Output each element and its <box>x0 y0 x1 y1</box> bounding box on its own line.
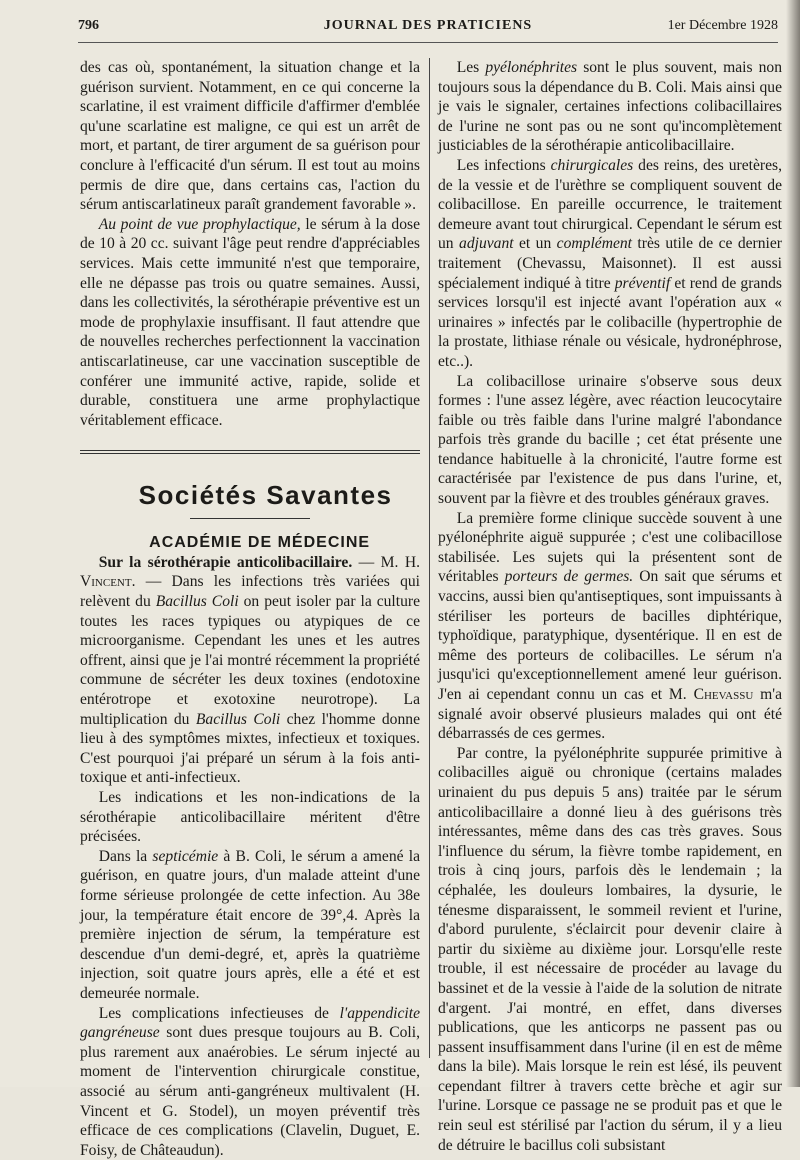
running-header <box>78 18 778 40</box>
italic-term: complément <box>556 235 633 253</box>
page-number: 796 <box>78 18 99 33</box>
paragraph <box>438 58 782 156</box>
paragraph-text: Les complications infectieuses de <box>98 1004 340 1022</box>
italic-term: septicémie <box>152 847 219 865</box>
italic-term: chirurgicales <box>550 156 634 174</box>
issue-date: 1er Décembre 1928 <box>667 18 778 33</box>
article-paragraph <box>80 553 420 788</box>
italic-term: porteurs de germes. <box>504 568 634 586</box>
paragraph-text: et un <box>513 235 557 253</box>
paragraph: des cas où, spontanément, la situation change et la guérison survient. Notamment, en ce qui concerne la scarlatine, il est vraiment difficile d'affirmer d'emblée qu'une scarlatine est maligne, ce qui est un arrêt de mort, et partant, de tirer argument de sa guérison pour conclure à l'efficacité d'un sérum. Il est tout au moins permis de dire que, dans certains cas, l'action du sérum antiscarlatineux paraît grandement favorable ». <box>80 59 420 214</box>
paragraph-text: m'a signalé avoir observé plusieurs malades qui ont été débarrassés de ces germes. <box>438 686 782 743</box>
paragraph-text: On sait que sérums et vaccins, aussi bien qu'antiseptiques, sont impuissants à stériliser les porteurs de bacilles diphtérique, typhoïdique, paratyphique, dysentérique. Il en est de même des porteurs de colibacilles. Le sérum n'a jusqu'ici qu'exceptionnellement amené leur guérison. J'en ai cependant connu un cas et M. <box>438 568 783 703</box>
author-sep: — M. H. <box>352 553 420 571</box>
paragraph-text: Dans la <box>98 847 153 865</box>
paragraph-text: Les infections <box>456 156 551 174</box>
italic-lead: Au point de vue prophylactique, <box>98 215 301 233</box>
paragraph <box>80 215 420 431</box>
author-name: Chevassu <box>693 686 754 703</box>
paragraph-text: Les <box>456 59 486 76</box>
paragraph-text: le sérum à la dose de 10 à 20 cc. suivant l'âge peut rendre d'appréciables services. Mais cette immunité n'est que temporaire, elle ne dépasse pas trois ou quatre semaines. Aussi, dans les collectivités, la sérothérapie préventive est un mode de prophylaxie insuffisant. Il faut attendre que de nouvelles recherches perfectionnent la vaccination antiscarlatineuse, car une vaccination susceptible de conférer une immunité active, rapide, solide et durable, constituera une arme prophylactique véritablement efficace. <box>80 215 420 429</box>
section-title: Sociétés Savantes <box>138 480 393 511</box>
italic-term: Bacillus Coli <box>195 710 281 728</box>
journal-title: JOURNAL DES PRATICIENS <box>323 18 533 33</box>
paragraph <box>80 847 420 1004</box>
paragraph-text: La première forme clinique succède souvent à une pyélonéphrite aiguë suppurée ; c'est une colibacillose stabilisée. Les sujets qui la présentent sont de véritables <box>438 509 782 586</box>
left-column <box>80 58 420 1160</box>
paragraph: La colibacillose urinaire s'observe sous deux formes : l'une assez légère, avec réaction leucocytaire faible ou très faible dans l'urine malgré l'abondance parfois très grande du bacille ; cet état présente une tendance habituelle à la chronicité, l'autre forme est caractérisée par l'existence de pus dans l'urine, et, souvent par la fièvre et des troubles généraux graves. <box>438 372 782 508</box>
title-rule <box>190 518 310 519</box>
paragraph-text: très utile de ce dernier traitement (Chevassu, Maisonnet). Il est aussi spécialement indiqué à titre <box>438 235 782 292</box>
paragraph <box>438 156 782 372</box>
paragraph-text: et rend de grands services lorsqu'il est injecté avant l'opération aux « urinaires » infectés par le colibacille (hypertrophie de la prostate, lithiase rénale ou vésicale, hydronéphrose, etc..). <box>438 274 782 370</box>
paragraph: Par contre, la pyélonéphrite suppurée primitive à colibacilles aiguë ou chronique (certains malades urinaient du pus depuis 5 ans) traitée par le sérum anticolibacillaire a donné lieu à des guérisons très intéressantes, même dans des cas très graves. Sous l'influence du sérum, la fièvre tombe rapidement, en trois à cinq jours, parfois dès le lendemain ; la céphalée, les douleurs lombaires, la dysurie, le ténesme disparaissent, le sommeil revient et l'urine, d'abord purulente, s'éclaircit pour devenir claire à partir du sixième au dixième jour. Lorsqu'elle reste trouble, il est nécessaire de procéder au lavage du bassinet et de la vessie à l'aide de la solution de nitrate d'argent. J'ai montré, en effet, dans diverses publications, que les anticorps ne passent pas ou passent insuffisamment dans l'urine (il en est de même dans la bile). Mais lorsque le rein est lésé, ils peuvent cependant filtrer à travers cette brèche et agir sur l'urine. Lorsque ce passage ne se produit pas et que le rein seul est stérilisé par l'action du sérum, il y a lieu de détruire le bacillus coli subsistant <box>438 744 782 1154</box>
right-column <box>438 58 782 1155</box>
article-title: Sur la sérothérapie anticolibacillaire. <box>98 553 353 571</box>
italic-term: adjuvant <box>459 235 514 253</box>
paragraph: Les indications et les non-indications de la sérothérapie anticolibacillaire méritent d'être précisées. <box>80 789 420 846</box>
paragraph-text: chez l'homme donne lieu à des symptômes mixtes, infectieux et toxiques. C'est pourquoi j'ai préparé un sérum à la fois anti-toxique et anti-infectieux. <box>80 710 420 787</box>
paragraph <box>438 509 782 744</box>
column-divider <box>429 58 430 1058</box>
paragraph <box>80 1004 420 1160</box>
paragraph-text: sont dues presque toujours au B. Coli, plus rarement aux anaérobies. Le sérum injecté au moment de l'intervention chirurgicale constitue, associé au sérum anti-gangréneux multivalent (H. Vincent et G. Stodel), un moyen préventif très efficace de ces complications (Clavelin, Duguet, E. Foisy, de Châteaudun). <box>80 1024 420 1159</box>
paragraph-text: à B. Coli, le sérum a amené la guérison, en quatre jours, d'un malade atteint d'une forme sérieuse prolongée de cette infection. Au 38e jour, la température était encore de 39°,4. Après la première injection de sérum, la température est descendue d'un demi-degré, et, après la quatrième injection, soit quatre jours après, elle a été et est demeurée normale. <box>80 847 420 1002</box>
italic-term: l'appendicite gangréneuse <box>80 1004 420 1042</box>
italic-term: pyélonéphrites <box>485 59 578 76</box>
paragraph-text: sont le plus souvent, mais non toujours sous la dépendance du B. Coli. Mais ainsi que je vais le signaler, certaines infections colibacillaires de l'urine ne sont pas ou ne sont qu'incomplètement justiciables de la sérothérapie anticolibacillaire. <box>438 59 782 155</box>
italic-term: préventif <box>614 274 671 292</box>
subsection-title: ACADÉMIE DE MÉDECINE <box>149 534 371 552</box>
paragraph-text: — Dans les infections très variées qui relèvent du <box>80 573 420 611</box>
article-author: Vincent. <box>80 573 136 591</box>
paragraph-text: on peut isoler par la culture toutes les races typiques ou atypiques de ce microorganisme. Cependant les unes et les autres offrent, ainsi que je l'ai montré récemment la propriété commune de sécréter les deux toxines (endotoxine entérotrope et exotoxine neurotrope). La multiplication du <box>80 593 420 728</box>
paragraph-text: des reins, des uretères, de la vessie et de l'urèthre se compliquent souvent de colibacillose. En pareille occurrence, le traitement demeure avant tout chirurgical. Cependant le sérum est un <box>438 156 783 253</box>
section-separator <box>80 450 420 454</box>
italic-term: Bacillus Coli <box>155 593 239 611</box>
header-rule <box>78 42 778 43</box>
